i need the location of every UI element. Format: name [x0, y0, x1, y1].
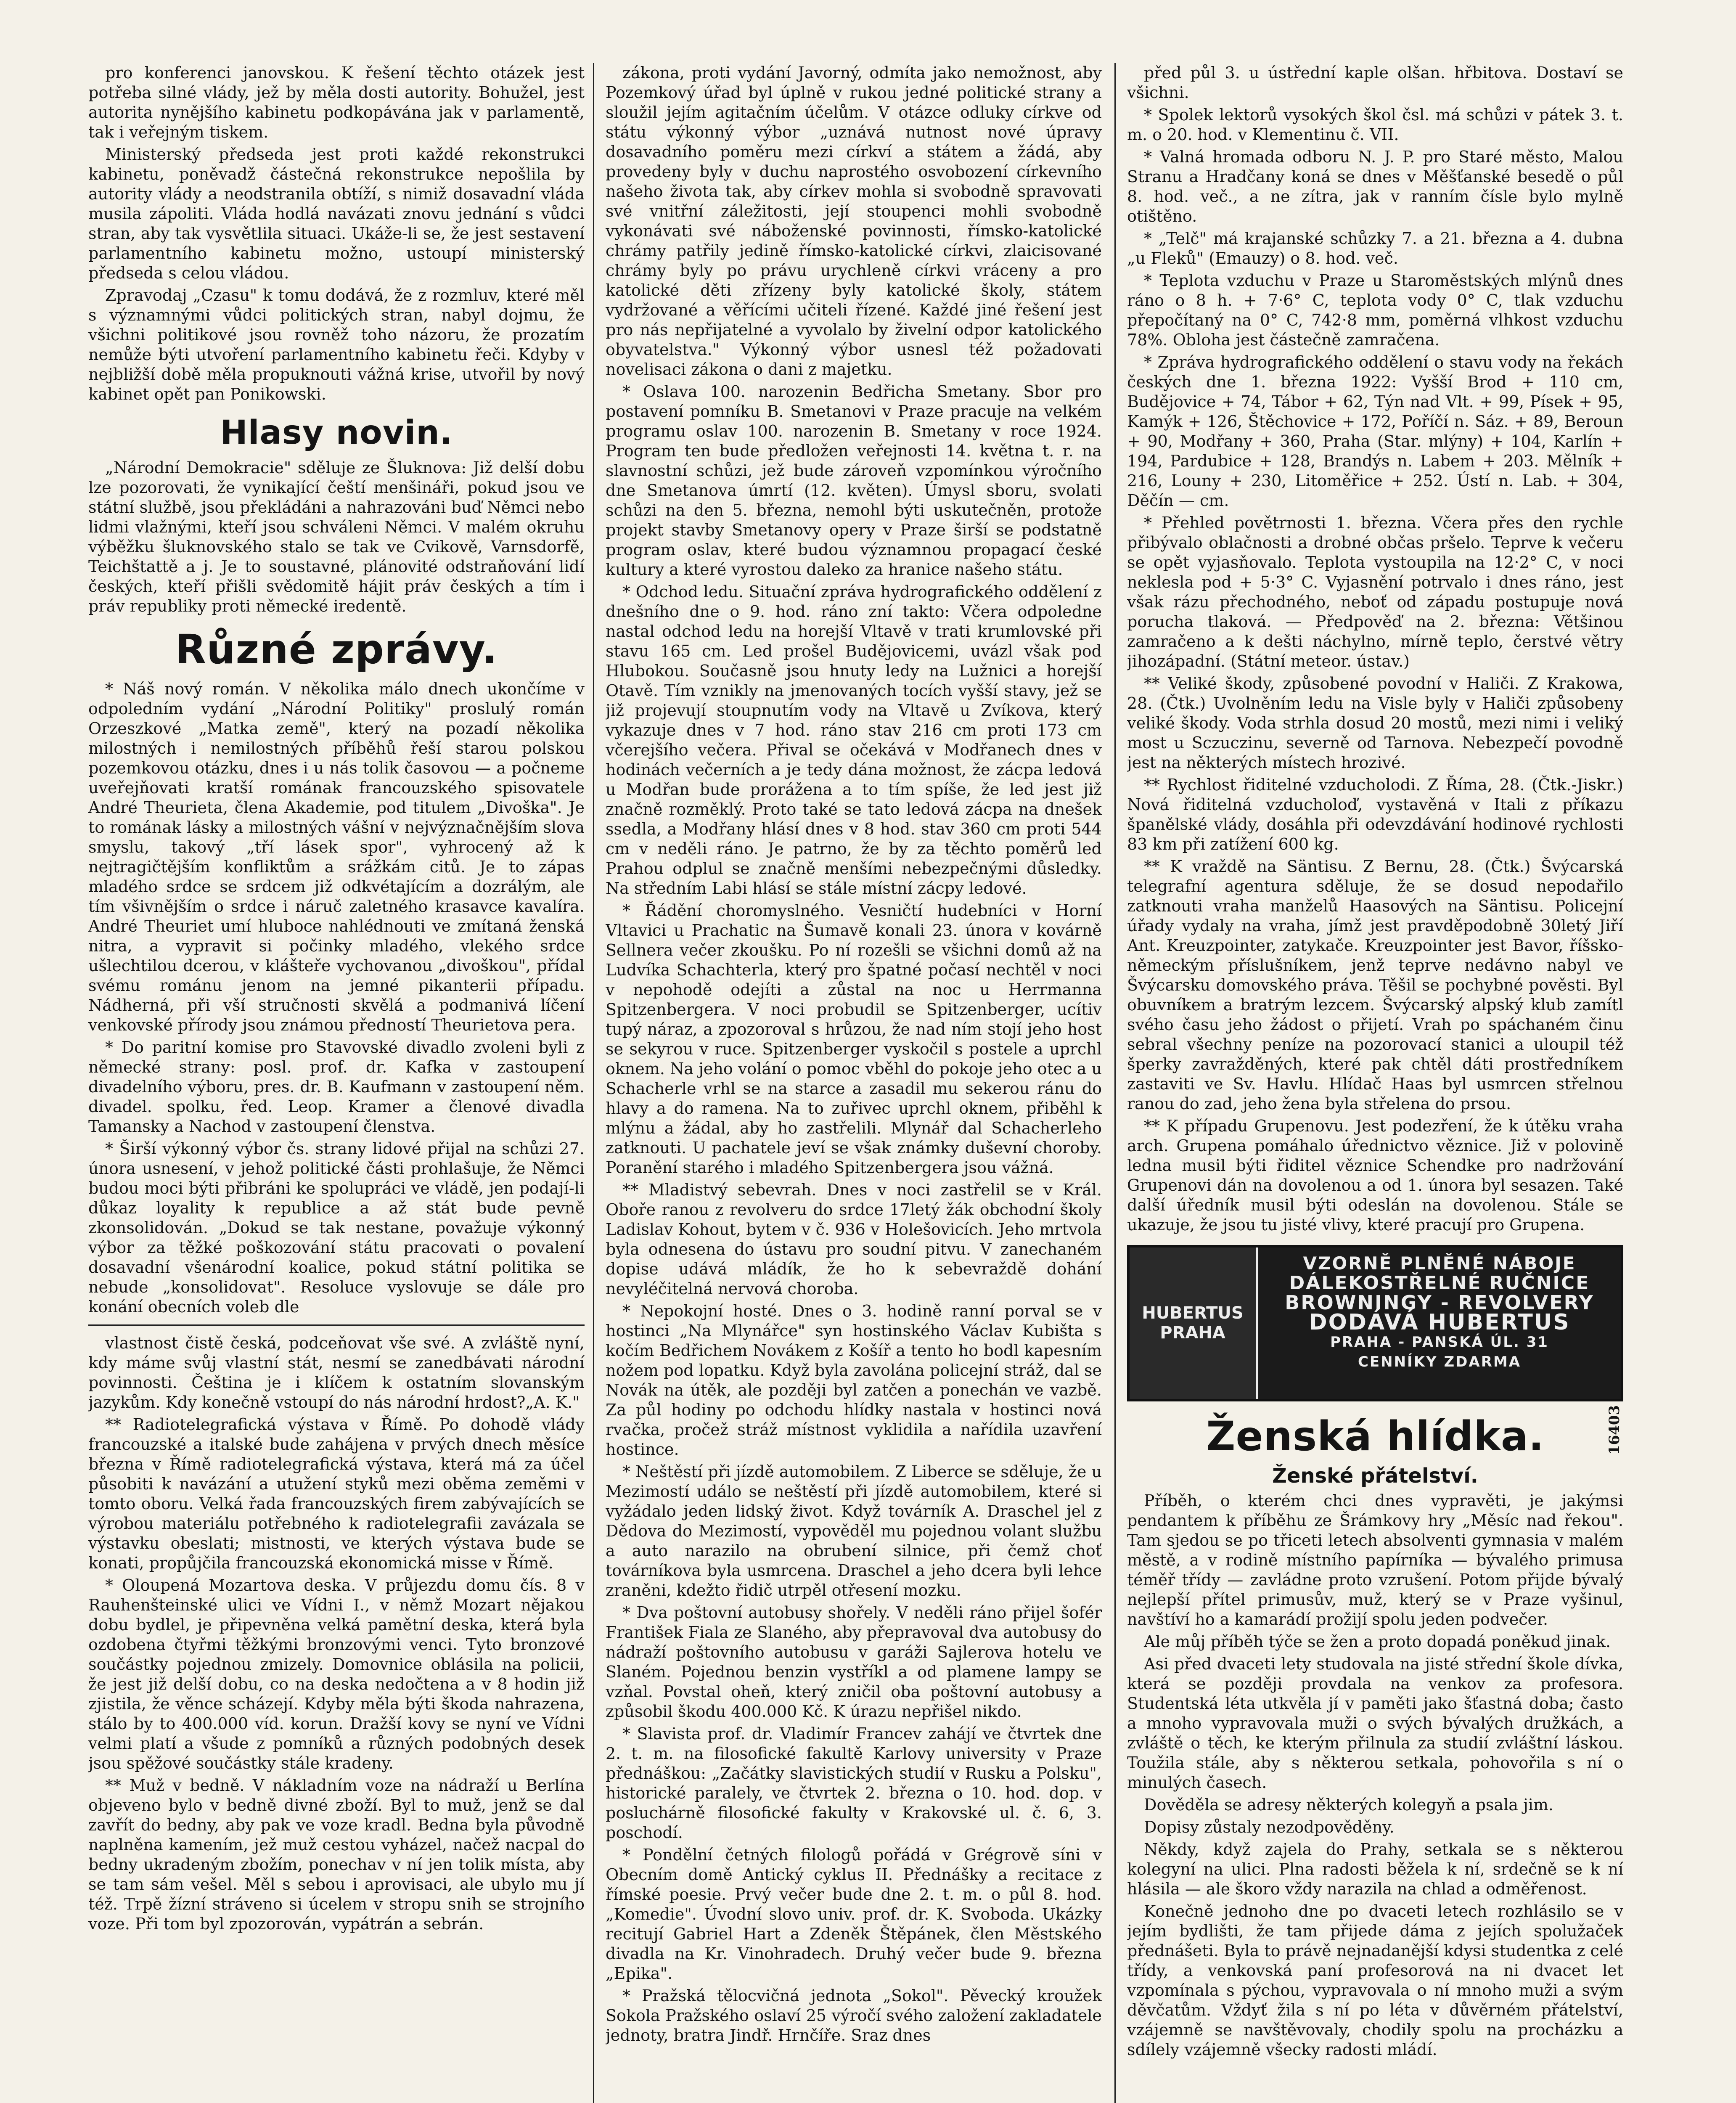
ad-ammo-can-graphic	[1130, 1247, 1258, 1399]
news-item: * Neštěstí při jízdě automobilem. Z Liberce se sděluje, že u Mezimostí událo se neštěstí při jízdě automobilem, které si vyžádalo jeden lidský život. Když továrník A. Draschel jel z Dědova do Mezimostí, vypověděl mu pojednou volant službu a auto narazilo na obrubení silnice, při čemž choť továrníkova byla usmrcena. Draschel a jeho dcera byli lehce zraněni, kdežto řidič utrpěl otřesení mozku.	[606, 1462, 1102, 1600]
ad-line: PRAHA - PANSKÁ ÚL. 31	[1330, 1334, 1549, 1351]
ad-line: VZORNĚ PLNĚNÉ NÁBOJE	[1303, 1253, 1576, 1274]
section-heading-hlasy-novin: Hlasy novin.	[220, 414, 453, 452]
news-item: ** K vraždě na Säntisu. Z Bernu, 28. (Čtk.) Švýcarská telegrafní agentura sděluje, že se dosud nepodařilo zatknouti vraha manželů Haasových na Säntisu. Policejní úřady vydaly na vraha, jímž jest pravděpodobně 30letý Jiří Ant. Kreuzpointer, zatykače. Kreuzpointer jest Bavor, říšsko-německým příslušníkem, jenž teprve nedávno nabyl ve Švýcarsku domovského práva. Těšil se pochybné pověsti. Byl obuvníkem a bratrým lezcem. Švýcarský alpský klub zamítl svého času jeho žádost o přijetí. Vrah po spáchaném činu sebral všechny peníze na pozorovací stanici a uloupil též šperky zavražděných, které pak chtěl dáti prostředníkem zastaviti ve Sv. Havlu. Hlídač Haas byl usmrcen střelnou ranou do zad, jeho žena byla střelena do prsou.	[1127, 857, 1623, 1113]
news-item: * Slavista prof. dr. Vladimír Francev zahájí ve čtvrtek dne 2. t. m. na filosofické fakultě Karlovy university v Praze přednáškou: „Začátky slavistických studií v Rusku a Polsku", historické paralely, ve čtvrtek 2. března o 10. hod. dop. v posluchárně filosofické fakulty v Krakovské ul. č. 6, 3. poschodí.	[606, 1724, 1102, 1842]
article-paragraph: Dopisy zůstaly nezodpověděny.	[1144, 1818, 1395, 1836]
article-paragraph: „Národní Demokracie" sděluje ze Šluknova: Již delší dobu lze pozorovati, že vynikající čeští menšináři, pokud jsou ve státní službě, jsou překládáni a nahrazováni buď Němci nebo lidmi vlažnými, kteří jsou schváleni Němci. V malém okruhu výběžku šluknovského stalo se tak ve Cvikově, Varnsdorfě, Teichštattě a j. Je to soustavné, plánovité odstraňování lidí českých, kteří přišli svědomitě hájit práv českých a tím i práv republiky proti německé iredentě.	[88, 458, 585, 615]
ad-can-city: PRAHA	[1160, 1323, 1225, 1343]
article-paragraph: Ministerský předseda jest proti každé rekonstrukci kabinetu, poněvadž částečná rekonstrukce nepošlila by autority vlády a neodstranila obtíží, s nimiž dosavadní vláda musila zápoliti. Vláda hodlá navázati znovu jednání s vůdci stran, aby tak vysvětlila situaci. Ukáže-li se, že jest sestavení parlamentního kabinetu možno, ustoupí ministerský předseda s celou vládou.	[88, 145, 585, 282]
column-rule	[593, 63, 594, 2103]
news-item: * Nepokojní hosté. Dnes o 3. hodině ranní porval se v hostinci „Na Mlynářce" syn hostinského Václav Kubišta s kočím Bedřichem Novákem z Košíř a tento ho bodl kapesním nožem pod lopatku. Když byla zavolána policejní stráž, dal se Novák na útěk, ale později byl zatčen a ponechán ve vazbě. Za půl hodiny po odchodu hlídky nastala v hostinci nová rvačka, pročež stráž místnost vyklidila a nařídila uzavření hostince.	[606, 1302, 1102, 1459]
article-paragraph: Konečně jednoho dne po dvaceti letech rozhlásilo se v jejím bydlišti, že tam přijede dáma z jejích spolužaček přednášeti. Byla to právě nejnadanější kdysi studentka z celé třídy, a venkovská paní profesorová na ni dvacet let vzpomínala s pýchou, vypravovala o ní mnoho muži a svým děvčatům. Vždyť žila s ní po léta v důvěrném přátelství, vzájemně se navštěvovaly, chodily spolu na procházku a sdílely vzájemně všecky radosti mládí.	[1127, 1902, 1623, 2059]
column-right	[1127, 63, 1623, 2103]
ad-text-block	[1258, 1247, 1621, 1399]
news-item: * Valná hromada odboru N. J. P. pro Staré město, Malou Stranu a Hradčany koná se dnes v Měšťanské besedě o půl 8. hod. več., a ne zítra, jak v ranním čísle bylo mylně otištěno.	[1127, 148, 1623, 225]
article-paragraph: Ale můj příběh týče se žen a proto dopadá poněkud jinak.	[1144, 1632, 1611, 1651]
ad-line: BROWNINGY - REVOLVERY	[1285, 1291, 1594, 1314]
news-item: * Spolek lektorů vysokých škol čsl. má schůzi v pátek 3. t. m. o 20. hod. v Klementinu č. VII.	[1127, 106, 1623, 144]
news-item: ** Muž v bedně. V nákladním voze na nádraží u Berlína objeveno bylo v bedně divné zboží. Byl to muž, jenž se dal zavřít do bedny, aby pak ve voze kradl. Bedna byla původně naplněna kamením, jež muž cestou vyházel, načež nacpal do bedny ukradeným zbožím, ponechav v ní jen tolik místa, aby se tam sám vešel. Měl s sebou i aprovisaci, ale ubylo mu jí též. Trpě žízní stráveno si úcelem v stropu snih se strojního voze. Při tom byl zpozorován, vypátrán a sebrán.	[88, 1776, 585, 1933]
article-paragraph: Někdy, když zajela do Prahy, setkala se s některou kolegyní na ulici. Plna radosti běžela k ní, srdečně se k ní hlásila — ale škoro vždy narazila na chlad a odměřenost.	[1127, 1840, 1623, 1898]
article-paragraph: Příběh, o kterém chci dnes vypravěti, je jakýmsi pendantem k příběhu ze Šrámkovy hry „Měsíc nad řekou". Tam sjedou se po třiceti letech absolventi gymnasia v malém městě, a v rodině místního papírníka — bývalého primusa téměř třídy — zavládne proto vzrušení. Potom přijde bývalý nejlepší přítel primusův, muž, který se v Praze vyšinul, navštíví ho a kamarádí prožijí spolu jeden podvečer.	[1127, 1491, 1623, 1629]
section-heading-ruzne-zpravy: Různé zprávy.	[175, 626, 498, 673]
news-item: * Odchod ledu. Situační zpráva hydrografického oddělení z dnešního dne o 9. hod. ráno zní takto: Včera odpoledne nastal odchod ledu na horejší Vltavě v trati krumlovské při stavu 165 cm. Led prošel Budějovicemi, uvázl však pod Hlubokou. Současně jsou hnuty ledy na Lužnici a horejší Otavě. Tím vznikly na jmenovaných tocích vyšší stavy, jež se již projevují stoupnutím vody na Vltavě u Zvíkova, který vykazuje dnes v 7 hod. ráno stav 216 cm proti 173 cm včerejšího večera. Přival se očekává v Modřanech dnes v hodinách večerních a je tedy dána možnost, že zácpa ledová u Modřan bude prorážena a to tím spíše, že led jest již značně rozměklý. Proto také se tato ledová zácpa na dnešek ssedla, a Modřany hlásí dnes v 8 hod. stav 360 cm proti 544 cm v neděli ráno. Je patrno, že by za těchto poměrů led Prahou odplul se značně menšími nebezpečnými důsledky. Na středním Labi hlásí se stále místní zácpy ledové.	[606, 583, 1102, 898]
news-item: * „Telč" má krajanské schůzky 7. a 21. března a 4. dubna „u Fleků" (Emauzy) o 8. hod. več.	[1127, 229, 1623, 268]
article-paragraph: Dověděla se adresy některých kolegyň a psala jim.	[1144, 1796, 1554, 1814]
column-middle	[606, 63, 1102, 2103]
news-item: * Širší výkonný výbor čs. strany lidové přijal na schůzi 27. února usnesení, v jehož politické části prohlašuje, že Němci budou moci býti přibráni ke spolupráci ve vládě, jen podají-li důkaz loyality k republice a až stát bude pevně zkonsolidován. „Dokud se tak nestane, považuje výkonný výbor za těžké poškozování státu pracovati o povalení dosavadní všenárodní koalice, pokud státní politika se nebude „konsolidovat". Resoluce vyslovuje se dále pro konání obecních voleb dle	[88, 1139, 585, 1316]
news-item: * Náš nový román. V několika málo dnech ukončíme v odpoledním vydání „Národní Politiky" proslulý román Orzeszkové „Matka země", který na pozadí několika milostných i nemilostných příběhů řeší starou polskou pozemkovou otázku, dnes i u nás tolik časovou — a počneme uveřejňovati kratší romának francouzského spisovatele André Theurieta, člena Akademie, pod titulem „Divoška". Je to romának lásky a milostných vášní v nejvýznačnějším slova smyslu, takový „tří lásek spor", vyhrocený až k nejtragičtějším konfliktům a srážkám citů. Je to zápas mladého srdce se srdcem již odkvétajícím a dozrálým, ale tím všivnějším o srdce i náruč zaletného krasavce kavalíra. André Theuriet umí hluboce nahlédnouti ve zmítaná ženská nitra, a vypravit si počinky mladého, vlekého srdce ušlechtilou dcerou, v klášteře vychovanou „divoškou", přídal svému románu jenom na jemné pikanterii případu. Nádherná, při vší stručnosti skvělá a podmanivá líčení venkovské přírody jsou známou předností Theurietova pera.	[88, 680, 585, 1034]
column-rule	[1114, 63, 1116, 2103]
article-paragraph: Zpravodaj „Czasu" k tomu dodává, že z rozmluv, které měl s významnými vůdci politických stran, nabyl dojmu, že všichni politikové jsou rovněž toho názoru, že prozatím nemůže býti utvoření parlamentního kabinetu řeči. Kdyby v nejbližší době měla propuknouti vážná krise, utvořil by nový kabinet opět pan Ponikowski.	[88, 286, 585, 403]
news-item: * Pondělní četných filologů pořádá v Grégrově síni v Obecním domě Antický cyklus II. Přednášky a recitace z římské poesie. Prvý večer bude dne 2. t. m. o půl 8. hod. „Komedie". Úvodní slovo univ. prof. dr. K. Svoboda. Ukázky recitují Gabriel Hart a Zdeněk Štěpánek, člen Městského divadla na Kr. Vinohradech. Druhý večer bude 9. března „Epika".	[606, 1846, 1102, 1983]
article-paragraph: Asi před dvaceti lety studovala na jisté střední škole dívka, která se později provdala na venkov za profesora. Studentská léta utkvěla jí v paměti jako šťastná doba; často a mnoho vypravovala muži o svých bývalých družkách, a zvláště o těch, ke kterým přilnula za studií zvláštní láskou. Toužila stále, aby s některou setkala, pohovořila s ní o minulých časech.	[1127, 1655, 1623, 1792]
ad-reference-number: 16403	[1606, 1405, 1623, 1455]
news-item: * Oloupená Mozartova deska. V průjezdu domu čís. 8 v Rauhenšteinské ulici ve Vídni I., v němž Mozart nějakou dobu bydlel, je připevněna velká pamětní deska, která byla ozdobena čtyřmi těžkými bronzovými venci. Tyto bronzové součástky pojednou zmizely. Domovnice oblásila na policii, že jest již delší dobu, co na deska nedočtena a v 8 hodin již zjistila, že věnce scházejí. Kdyby měla býti škoda nahrazena, stálo by to 400.000 víd. korun. Dražší kovy se nyní ve Vídni velmi platí a všude z pomníků a různých podobných desek jsou spěžové součástky stále kradeny.	[88, 1576, 585, 1772]
news-item: vlastnost čistě česká, podceňovat vše své. A zvláště nyní, kdy máme svůj vlastní stát, nesmí se zanedbávati národní povinnosti. Čeština je i klíčem k ostatním slovanským jazykům. Kdy konečně vstoupí do nás národní hrdost?„A. K."	[88, 1334, 585, 1412]
article-paragraph: pro konferenci janovskou. K řešení těchto otázek jest potřeba silné vlády, jež by měla dosti autority. Bohužel, jest autorita nynějšího kabinetu podkopávána jak v parlamentě, tak i veřejným tiskem.	[88, 64, 585, 141]
news-item: před půl 3. u ústřední kaple olšan. hřbitova. Dostaví se všichni.	[1127, 64, 1623, 102]
ad-line: DÁLEKOSTŘELNÉ RUČNICE	[1289, 1272, 1590, 1294]
news-item: * Dva poštovní autobusy shořely. V neděli ráno přijel šofér František Fiala ze Slaného, aby přepravoval dva autobusy do nádraží poštovního autobusu v garáži Sajlerova hotelu ve Slaném. Pojednou benzin vystříkl a od plamene lampy se vzňal. Povstal oheň, který zničil oba poštovní autobusy a způsobil škodu 400.000 Kč. K úrazu nepřišel nikdo.	[606, 1603, 1102, 1721]
news-item: * Oslava 100. narozenin Bedřicha Smetany. Sbor pro postavení pomníku B. Smetanovi v Praze pracuje na velkém programu oslav 100. narozenin B. Smetany v roce 1924. Program ten bude předložen veřejnosti 14. května t. r. na slavnostní schůzi, jež bude zároveň vzpomínkou výročního dne Smetanova úmrtí (12. květen). Úmysl sboru, svolati schůzi na den 5. března, nemohl býti uskutečněn, protože projekt stavby Smetanovy opery v Praze širší se podstatně program oslav, které budou významnou propagací české kultury a které vyrostou daleko za hranice našeho státu.	[606, 382, 1102, 579]
news-item: * Řádění choromyslného. Vesničtí hudebníci v Horní Vltavici u Prachatic na Šumavě konali 23. února v kovárně Sellnera večer zkoušku. Po ní rozešli se všichni domů až na Ludvíka Schachterla, který pro špatné počasí nechtěl v noci v nepohodě odejíti a zůstal na noc u Herrmanna Spitzenbergera. V noci probudil se Spitzenberger, ucítiv tupý náraz, a zpozoroval s hrůzou, že nad ním stojí jeho host se sekyrou v ruce. Spitzenberger vyskočil s postele a uprchl oknem. Na jeho volání o pomoc vběhl do pokoje jeho otec a u Schacherle vrhl se na starce a zasadil mu sekerou ránu do hlavy a do ramena. Na to zuřivec uprchl oknem, přiběhl k mlýnu a žádal, aby ho zastřelili. Mlynář dal Schacherleho zatknouti. U pachatele jeví se však známky duševní choroby. Poranění starého i mladého Spitzenbergera jsou vážná.	[606, 901, 1102, 1177]
hubertus-advertisement	[1127, 1245, 1623, 1401]
news-item: ** Rychlost řiditelné vzducholodi. Z Říma, 28. (Čtk.-Jiskr.) Nová řiditelná vzducholoď, vystavěná v Itali z příkazu španělské vlády, dosáhla při odevzdávání hodinové rychlosti 83 km při zatížení 600 kg.	[1127, 776, 1623, 853]
news-item: ** Mladistvý sebevrah. Dnes v noci zastřelil se v Král. Oboře ranou z revolveru do srdce 17letý žák obchodní školy Ladislav Kohout, bytem v č. 936 v Holešovicích. Jeho mrtvola byla odnesena do ústavu pro soudní pitvu. V zanechaném dopise udává mládík, že ho k sebevraždě dohání nevyléčitelná nervová choroba.	[606, 1181, 1102, 1298]
divider	[88, 1324, 585, 1326]
news-item: * Teplota vzduchu v Praze u Staroměstských mlýnů dnes ráno o 8 h. + 7·6° C, teplota vody 0° C, tlak vzduchu přepočítaný na 0° C, 742·8 mm, poměrná vlhkost vzduchu 78%. Obloha jest částečně zamračena.	[1127, 271, 1623, 349]
news-item: ** Veliké škody, způsobené povodní v Haliči. Z Krakowa, 28. (Čtk.) Uvolněním ledu na Visle byly v Haliči způsobeny veliké škody. Voda strhla dosud 20 mostů, mezi nimi i veliký most u Sczuczinu, severně od Tarnova. Nebezpečí povodně jest na některých místech hrozivé.	[1127, 674, 1623, 772]
news-item: * Zpráva hydrografického oddělení o stavu vody na řekách českých dne 1. března 1922: Vyšší Brod + 110 cm, Budějovice + 74, Tábor + 62, Týn nad Vlt. + 99, Písek + 95, Kamýk + 126, Štěchovice + 172, Poříčí n. Sáz. + 89, Beroun + 90, Modřany + 360, Praha (Star. mlýny) + 104, Karlín + 194, Pardubice + 128, Brandýs n. Labem + 203. Mělník + 216, Louny + 230, Litoměřice + 252. Ústí n. Lab. + 304, Děčín — cm.	[1127, 353, 1623, 510]
news-item: ** Radiotelegrafická výstava v Římě. Po dohodě vlády francouzské a italské bude zahájena v prvých dnech měsíce března v Římě radiotelegrafická výstava, která má za účel působiti k navázání a utužení styků mezi oběma zeměmi v tomto oboru. Velká řada francouzských firem zabývajících se výrobou materiálu potřebného k radiotelegrafii zavázala se výstavku obeslati; mistnosti, ve kterých výstava bude se konati, propůjčila francouzská ekonomická misse v Římě.	[88, 1415, 585, 1572]
news-item: ** K případu Grupenovu. Jest podezření, že k útěku vraha arch. Grupena pomáhalo úřednictvo věznice. Již v polovině ledna musil býti řiditel věznice Schendke pro nadržování Grupenovi dán na dovolenou a od 1. února byl sesazen. Také další úředník musil býti odeslán na dovolenou. Stále se ukazuje, že jsou tu jisté vlivy, které pracují pro Grupena.	[1127, 1117, 1623, 1234]
ad-line: CENNÍKY ZDARMA	[1358, 1353, 1522, 1370]
ad-can-brand: HUBERTUS	[1142, 1303, 1244, 1323]
news-item: zákona, proti vydání Javorný, odmíta jako nemožnost, aby Pozemkový úřad byl úplně v rukou jedné politické strany a sloužil jejím agitačním účelům. V otázce odluky církve od státu výkonný výbor „uznává nutnost nové úpravy dosavadního poměru mezi církví a státem a žádá, aby provedeny byly v duchu naprostého osvobození církevního našeho života tak, aby církev mohla si svobodně spravovati své vnitřní záležitosti, její stoupenci mohli svobodně vykonávati své náboženské povinnosti, římsko-katolické chrámy patřily jedině římsko-katolické církvi, zlaicisované chrámy byly po právu urychleně církvi vráceny a pro katolické děti zřízeny byly katolické školy, státem vydržované a věřícími učiteli řízené. Každé jiné řešení jest pro nás nepřijatelné a vyvolalo by živelní odpor katolického obyvatelstva." Výkonný výbor usnesl též požadovati novelisaci zákona o dani z majetku.	[606, 64, 1102, 379]
article-title: Ženské přátelství.	[1272, 1464, 1478, 1488]
section-heading-zenska-hlidka: Ženská hlídka.	[1206, 1413, 1545, 1460]
ad-line: DODÁVÁ HUBERTUS	[1309, 1310, 1570, 1335]
column-left	[88, 63, 585, 2103]
news-item: * Pražská tělocvičná jednota „Sokol". Pěvecký kroužek Sokola Pražského oslaví 25 výročí svého založení zakladatele jednoty, bratra Jindř. Hrnčíře. Sraz dnes	[606, 1986, 1102, 2045]
news-item: * Do paritní komise pro Stavovské divadlo zvoleni byli z německé strany: posl. prof. dr. Kafka v zastoupení divadelního výboru, pres. dr. B. Kaufmann v zastoupení něm. divadel. spolku, řed. Leop. Kramer a členové divadla Tamansky a Nachod v zastoupení členstva.	[88, 1038, 585, 1136]
news-item: * Přehled povětrnosti 1. března. Včera přes den rychle přibývalo oblačnosti a drobné občas pršelo. Teprve k večeru se opět vyjasňovalo. Teplota vystoupila na 12·2° C, v noci neklesla pod + 5·3° C. Vyjasnění potrvalo i dnes ráno, jest však rázu přechodného, neboť od západu postupuje nová porucha tlaková. — Předpověď na 2. března: Většinou zamračeno a k dešti náchylno, mírně teplo, čerstvé větry jihozápadní. (Státní meteor. ústav.)	[1127, 514, 1623, 670]
